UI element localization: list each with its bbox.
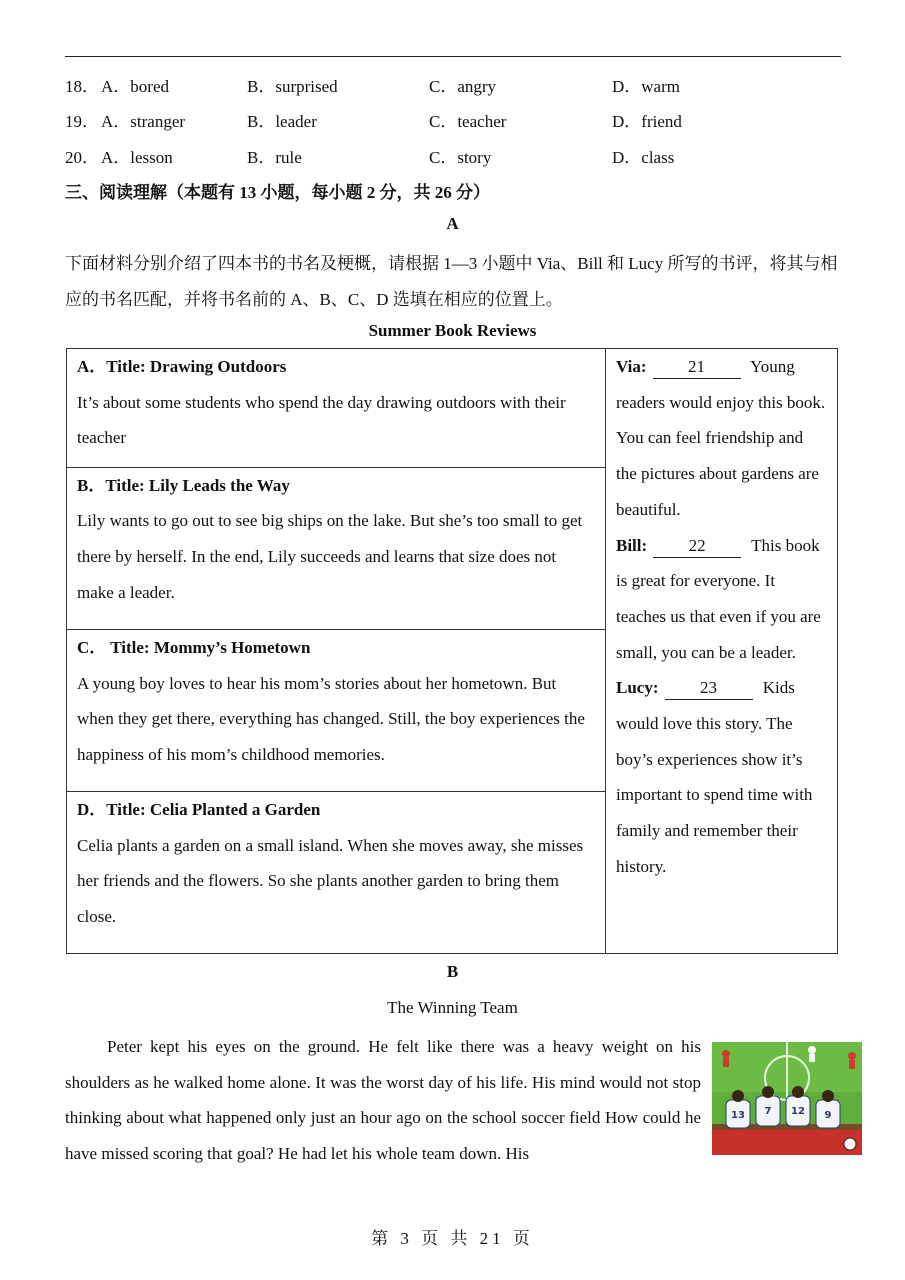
question-18	[65, 72, 841, 96]
book-a-cell	[67, 349, 606, 468]
question-number: 20．	[65, 148, 99, 167]
page-footer: 第 3 页 共 21 页	[371, 1229, 534, 1248]
option-a: A．lesson	[101, 148, 173, 167]
story-title: The Winning Team	[387, 998, 518, 1017]
instructions: 下面材料分别介绍了四本书的书名及梗概，请根据 1—3 小题中 Via、Bill 和 Lucy 所写的书评，将其与相应的书名匹配，并将书名前的 A、B、C、D 选填在相应的位置上。	[65, 254, 838, 309]
jersey-number: 12	[791, 1106, 805, 1117]
review-lucy	[616, 670, 827, 884]
answer-blank-22[interactable]: 22	[653, 535, 741, 558]
part-b-label: B	[446, 962, 459, 981]
option-d: D．class	[612, 148, 675, 167]
question-20	[65, 143, 841, 167]
option-a: A．stranger	[101, 112, 186, 131]
story-text	[65, 1029, 701, 1171]
option-d: D．friend	[612, 112, 682, 131]
question-number: 18．	[65, 77, 99, 96]
review-via	[616, 349, 827, 528]
book-c-cell	[67, 629, 606, 791]
book-b-cell	[67, 467, 606, 629]
answer-blank-21[interactable]: 21	[653, 356, 741, 379]
table-title: Summer Book Reviews	[368, 321, 537, 340]
book-title: C． Title: Mommy’s Hometown	[77, 637, 311, 657]
jersey-number: 7	[764, 1106, 772, 1117]
book-review-table	[66, 348, 838, 954]
option-b: B．leader	[247, 112, 317, 131]
review-text: This book is great for everyone. It teaches us that even if you are small, you can be a leader.	[616, 535, 821, 662]
book-description: Lily wants to go out to see big ships on the lake. But she’s too small to get there by herself. In the end, Lily succeeds and learns that size does not make a leader.	[77, 511, 583, 602]
question-number: 19．	[65, 112, 99, 131]
review-text: Kids would love this story. The boy’s experiences show it’s important to spend time with family and remember their history.	[616, 678, 813, 876]
option-d: D．warm	[612, 77, 680, 96]
option-a: A．bored	[101, 77, 169, 96]
question-19	[65, 107, 841, 131]
reviewer-name: Via:	[616, 357, 647, 376]
header-rule	[65, 56, 841, 57]
soccer-team-illustration	[712, 1042, 862, 1155]
book-description: Celia plants a garden on a small island. When she moves away, she misses her friends and the flowers. So she plants another garden to bring them close.	[77, 835, 584, 926]
book-description: It’s about some students who spend the day drawing outdoors with their teacher	[77, 392, 566, 448]
reviewer-name: Lucy:	[616, 678, 659, 698]
review-text: Young readers would enjoy this book. You can feel friendship and the pictures about gardens are beautiful.	[616, 357, 826, 519]
option-b: B．surprised	[247, 77, 338, 96]
part-a-label: A	[446, 214, 459, 233]
jersey-number: 13	[731, 1110, 745, 1121]
book-title: B．Title: Lily Leads the Way	[77, 475, 290, 495]
book-title: A．Title: Drawing Outdoors	[77, 357, 287, 376]
book-description: A young boy loves to hear his mom’s stories about her hometown. But when they get there, everything has changed. Still, the boy experiences the happiness of his mom’s childhood memories.	[77, 673, 585, 764]
option-c: C．angry	[429, 77, 497, 96]
story-paragraph: Peter kept his eyes on the ground. He felt like there was a heavy weight on his shoulders as he walked home alone. It was the worst day of his life. His mind would not stop thinking about what happened only just an hour ago on the school soccer field How could he have missed scoring that goal? He had let his whole team down. His	[65, 1037, 701, 1163]
section-title: 三、阅读理解（本题有 13 小题，每小题 2 分，共 26 分）	[65, 183, 490, 202]
option-c: C．teacher	[429, 112, 507, 131]
review-bill	[616, 528, 827, 671]
book-d-cell	[67, 791, 606, 953]
jersey-number: 9	[824, 1110, 832, 1121]
option-b: B．rule	[247, 148, 302, 167]
answer-blank-23[interactable]: 23	[665, 677, 753, 700]
option-c: C．story	[429, 148, 492, 167]
reviews-cell	[606, 349, 838, 954]
book-title: D．Title: Celia Planted a Garden	[77, 799, 321, 819]
reviewer-name: Bill:	[616, 535, 648, 555]
